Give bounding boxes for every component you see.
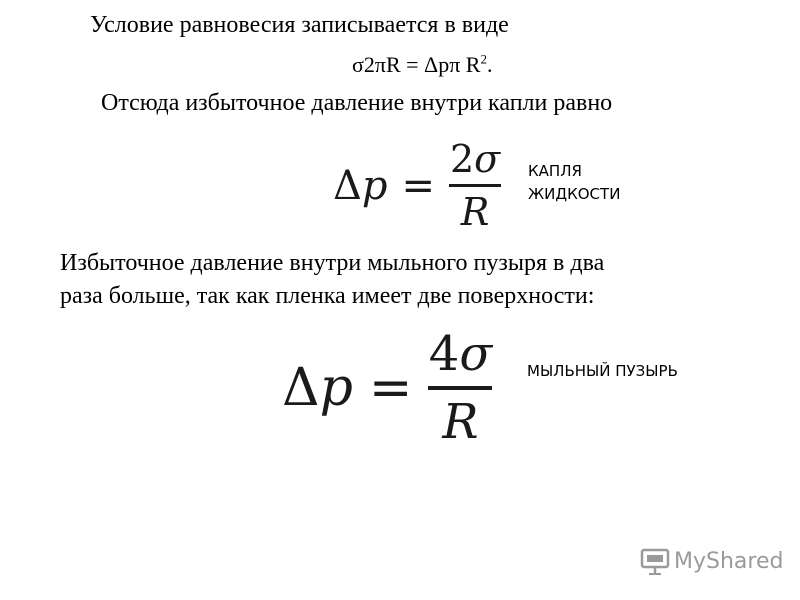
bubble-label: МЫЛЬНЫЙ ПУЗЫРЬ bbox=[527, 362, 678, 380]
numerator bbox=[428, 326, 493, 382]
radius-symbol: R bbox=[460, 190, 490, 234]
numerator bbox=[449, 137, 501, 181]
fraction bbox=[449, 137, 501, 234]
bubble-pressure-formula bbox=[282, 326, 493, 450]
denominator bbox=[442, 394, 479, 450]
presentation-board-icon bbox=[640, 547, 670, 575]
drop-label-line2: ЖИДКОСТИ bbox=[528, 185, 621, 203]
formula-lhs bbox=[282, 358, 353, 418]
bubble-explanation-line2: раза больше, так как пленка имеет две поверхности: bbox=[60, 283, 595, 309]
coefficient: 2 bbox=[449, 137, 475, 181]
overpressure-intro-text: Отсюда избыточное давление внутри капли равно bbox=[101, 90, 613, 116]
equation-main: σ2πR = Δpπ R bbox=[352, 52, 481, 77]
drop-pressure-formula bbox=[333, 137, 501, 234]
drop-label bbox=[528, 160, 648, 206]
delta-symbol: Δ bbox=[282, 358, 320, 418]
coefficient: 4 bbox=[428, 326, 460, 382]
bubble-explanation-line1: Избыточное давление внутри мыльного пузыря в два bbox=[60, 250, 605, 276]
bubble-explanation bbox=[60, 247, 700, 313]
fraction-bar bbox=[428, 386, 492, 390]
formula-lhs bbox=[333, 163, 388, 209]
pressure-symbol: p bbox=[319, 358, 353, 418]
equals-sign: = bbox=[401, 162, 436, 209]
fraction bbox=[428, 326, 493, 450]
delta-symbol: Δ bbox=[333, 162, 362, 209]
denominator bbox=[460, 190, 490, 234]
equation-period: . bbox=[486, 52, 493, 77]
sigma-symbol: σ bbox=[459, 326, 493, 382]
sigma-symbol: σ bbox=[474, 137, 501, 181]
equilibrium-equation bbox=[352, 52, 492, 78]
radius-symbol: R bbox=[442, 394, 479, 450]
condition-text: Условие равновесия записывается в виде bbox=[90, 12, 509, 38]
fraction-bar bbox=[449, 184, 501, 187]
watermark bbox=[640, 547, 783, 575]
equation-exponent: 2 bbox=[480, 51, 487, 67]
watermark-text: MyShared bbox=[674, 548, 784, 574]
equals-sign: = bbox=[368, 358, 413, 418]
pressure-symbol: p bbox=[361, 162, 388, 209]
drop-label-line1: КАПЛЯ bbox=[528, 162, 582, 180]
